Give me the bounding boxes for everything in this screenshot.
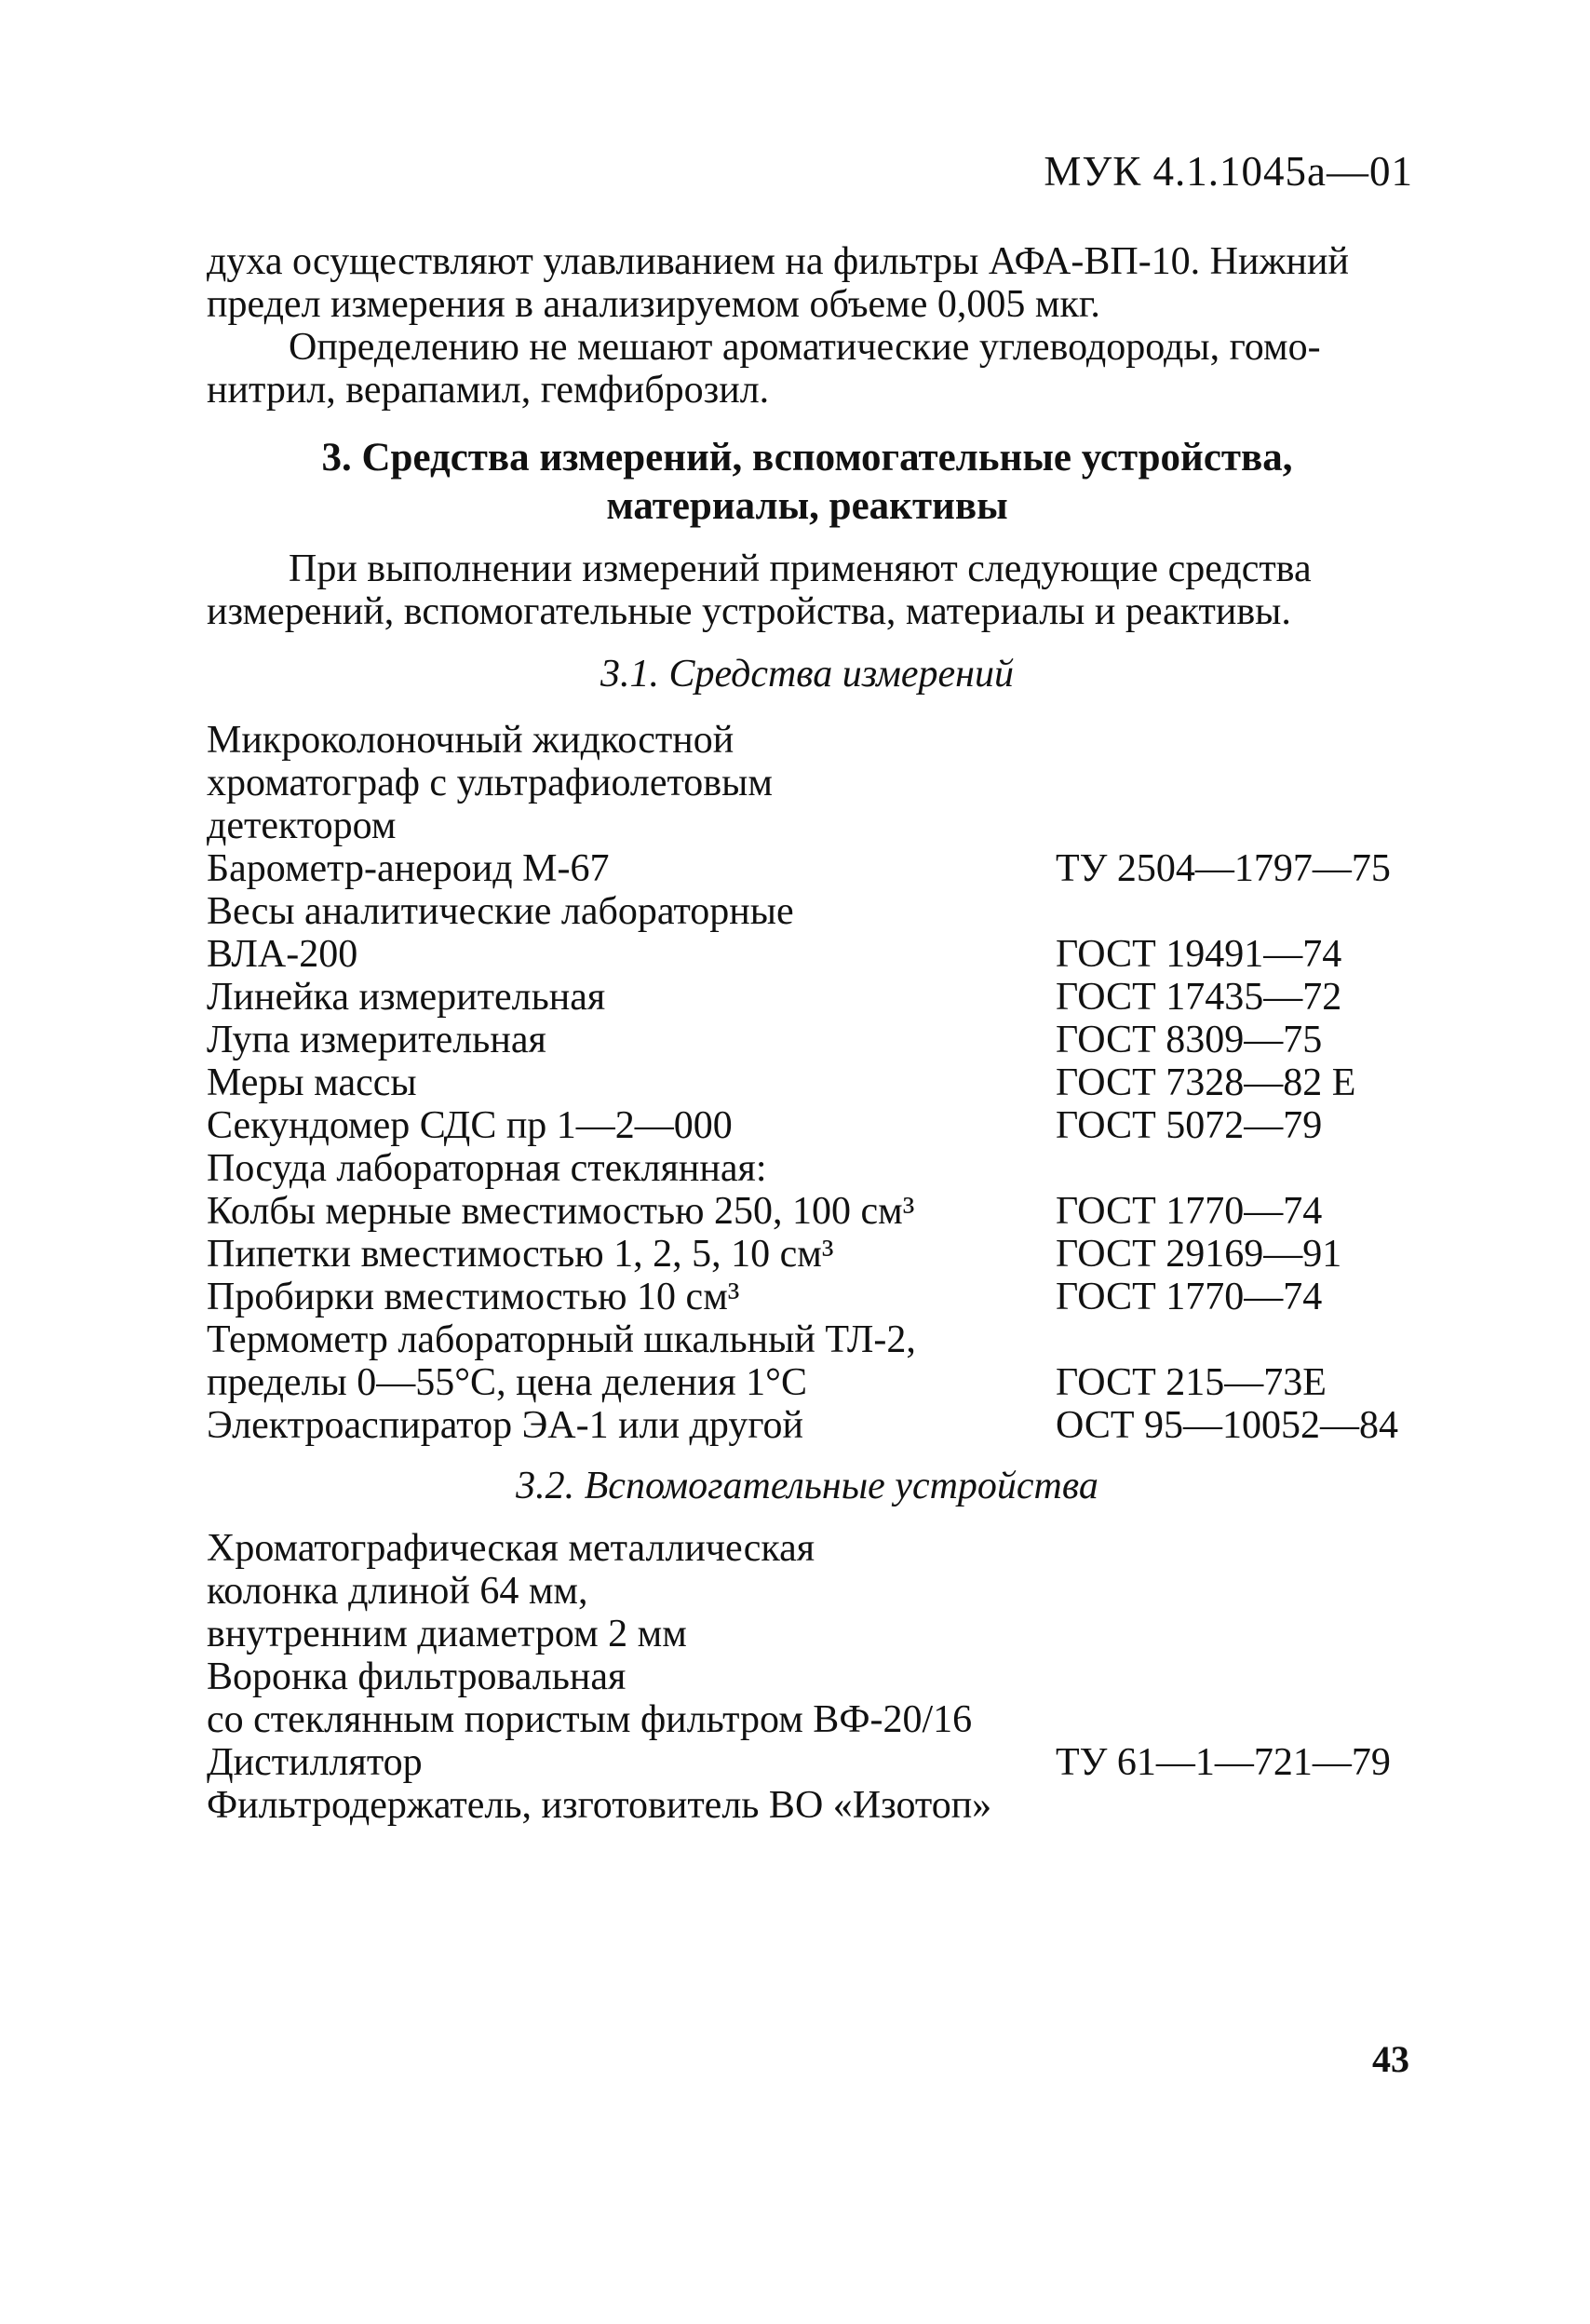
measurement-instruments-list	[207, 719, 1417, 1447]
item-name: детектором	[207, 804, 397, 847]
item-standard: ТУ 2504—1797—75	[1056, 847, 1391, 890]
list-item	[207, 976, 1417, 1019]
item-standard: ТУ 61—1—721—79	[1056, 1741, 1391, 1784]
intro-paragraph	[207, 240, 1408, 412]
list-item	[207, 1784, 1417, 1827]
list-item	[207, 1404, 1417, 1447]
item-name: Микроколоночный жидкостной	[207, 719, 734, 762]
item-name: Линейка измерительная	[207, 976, 606, 1019]
section-intro-paragraph	[207, 547, 1408, 633]
item-name: Колбы мерные вместимостью 250, 100 см³	[207, 1190, 915, 1233]
intro-line: предел измерения в анализируемом объеме 0,005 мкг.	[207, 283, 1100, 326]
item-standard: ГОСТ 8309—75	[1056, 1019, 1323, 1061]
list-item	[207, 1613, 1417, 1655]
list-item	[207, 804, 1417, 847]
item-name: Хроматографическая металлическая	[207, 1527, 815, 1570]
list-item	[207, 1276, 1417, 1318]
item-standard: ГОСТ 215—73Е	[1056, 1361, 1327, 1404]
list-item	[207, 1233, 1417, 1276]
list-item	[207, 933, 1417, 976]
list-item	[207, 1527, 1417, 1570]
subsection-title-3-2: 3.2. Вспомогательные устройства	[516, 1465, 1098, 1507]
list-item	[207, 1741, 1417, 1784]
item-name: Электроаспиратор ЭА-1 или другой	[207, 1404, 804, 1447]
subsection-title-3-1: 3.1. Средства измерений	[600, 653, 1015, 696]
item-standard: ГОСТ 5072—79	[1056, 1104, 1323, 1147]
document-code: МУК 4.1.1045а—01	[1044, 148, 1413, 195]
list-item	[207, 1147, 1417, 1190]
list-item	[207, 1361, 1417, 1404]
item-name: Термометр лабораторный шкальный ТЛ-2,	[207, 1318, 916, 1361]
section-title-line: 3. Средства измерений, вспомогательные устройства,	[321, 436, 1293, 480]
item-standard: ОСТ 95—10052—84	[1056, 1404, 1399, 1447]
list-item	[207, 1570, 1417, 1613]
item-name: Дистиллятор	[207, 1741, 423, 1784]
section-title-line: материалы, реактивы	[606, 484, 1008, 528]
item-name: Посуда лабораторная стеклянная:	[207, 1147, 767, 1190]
item-standard: ГОСТ 1770—74	[1056, 1276, 1323, 1318]
item-name: пределы 0—55°С, цена деления 1°С	[207, 1361, 807, 1404]
item-standard: ГОСТ 1770—74	[1056, 1190, 1323, 1233]
item-name: Пробирки вместимостью 10 см³	[207, 1276, 740, 1318]
section-title	[207, 434, 1408, 531]
list-item	[207, 1104, 1417, 1147]
item-standard: ГОСТ 19491—74	[1056, 933, 1342, 976]
list-item	[207, 1698, 1417, 1741]
list-item	[207, 1061, 1417, 1104]
list-item	[207, 719, 1417, 762]
list-item	[207, 762, 1417, 804]
item-standard: ГОСТ 17435—72	[1056, 976, 1342, 1019]
item-name: Пипетки вместимостью 1, 2, 5, 10 см³	[207, 1233, 834, 1276]
item-name: Секундомер СДС пр 1—2—000	[207, 1104, 733, 1147]
item-name: Фильтродержатель, изготовитель ВО «Изотоп»	[207, 1784, 992, 1827]
item-standard: ГОСТ 29169—91	[1056, 1233, 1342, 1276]
item-name: хроматограф с ультрафиолетовым	[207, 762, 773, 804]
section-intro-line: При выполнении измерений применяют следующие средства	[289, 547, 1312, 590]
section-intro-line: измерений, вспомогательные устройства, материалы и реактивы.	[207, 590, 1291, 633]
item-name: внутренним диаметром 2 мм	[207, 1613, 687, 1655]
auxiliary-devices-list	[207, 1527, 1417, 1827]
item-standard: ГОСТ 7328—82 Е	[1056, 1061, 1356, 1104]
list-item	[207, 1190, 1417, 1233]
intro-line: нитрил, верапамил, гемфиброзил.	[207, 369, 770, 412]
item-name: Воронка фильтровальная	[207, 1655, 627, 1698]
intro-line: духа осуществляют улавливанием на фильтры АФА-ВП-10. Нижний	[207, 240, 1349, 283]
list-item	[207, 1655, 1417, 1698]
intro-line: Определению не мешают ароматические углеводороды, гомо-	[289, 326, 1321, 369]
list-item	[207, 1318, 1417, 1361]
item-name: со стеклянным пористым фильтром ВФ-20/16	[207, 1698, 973, 1741]
item-name: ВЛА-200	[207, 933, 358, 976]
item-name: Меры массы	[207, 1061, 417, 1104]
item-name: колонка длиной 64 мм,	[207, 1570, 588, 1613]
list-item	[207, 890, 1417, 933]
list-item	[207, 1019, 1417, 1061]
item-name: Лупа измерительная	[207, 1019, 546, 1061]
item-name: Весы аналитические лабораторные	[207, 890, 794, 933]
page-number: 43	[1372, 2038, 1409, 2080]
list-item	[207, 847, 1417, 890]
item-name: Барометр-анероид М-67	[207, 847, 610, 890]
